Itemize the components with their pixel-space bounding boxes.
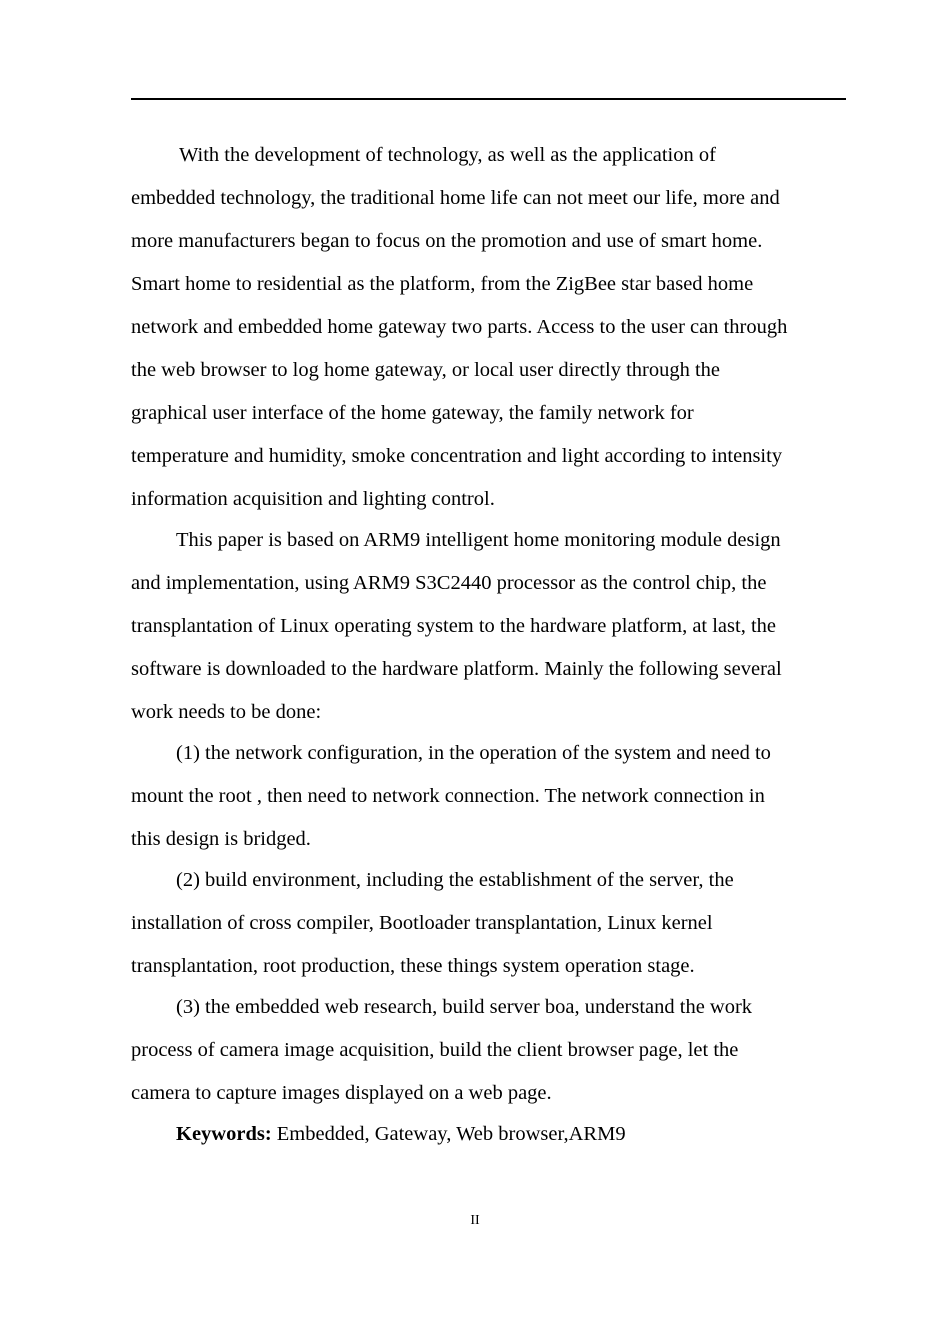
paragraph-line: this design is bridged. bbox=[131, 828, 311, 850]
paragraph-line: installation of cross compiler, Bootloader transplantation, Linux kernel bbox=[131, 912, 713, 934]
keywords-text: Embedded, Gateway, Web browser,ARM9 bbox=[271, 1123, 626, 1145]
paragraph-line: software is downloaded to the hardware platform. Mainly the following several bbox=[131, 658, 782, 680]
paragraph-line: Smart home to residential as the platform, from the ZigBee star based home bbox=[131, 273, 754, 295]
paragraph-line: network and embedded home gateway two parts. Access to the user can through bbox=[131, 316, 788, 338]
paragraph-line: more manufacturers began to focus on the promotion and use of smart home. bbox=[131, 230, 763, 252]
paragraph-line: With the development of technology, as well as the application of bbox=[179, 144, 716, 166]
paragraph-line: camera to capture images displayed on a web page. bbox=[131, 1082, 552, 1104]
abstract-body bbox=[131, 137, 846, 1159]
paragraph-line: graphical user interface of the home gateway, the family network for bbox=[131, 402, 694, 424]
page-number: II bbox=[470, 1213, 480, 1228]
paragraph-line: (1) the network configuration, in the operation of the system and need to bbox=[176, 742, 771, 764]
paragraph-line: (2) build environment, including the establishment of the server, the bbox=[176, 869, 734, 891]
paragraph-line: transplantation of Linux operating system to the hardware platform, at last, the bbox=[131, 615, 776, 637]
keywords-line bbox=[131, 1116, 846, 1159]
paragraph-line: embedded technology, the traditional home life can not meet our life, more and bbox=[131, 187, 780, 209]
paragraph-line: temperature and humidity, smoke concentration and light according to intensity bbox=[131, 445, 783, 467]
paragraph-line: (3) the embedded web research, build server boa, understand the work bbox=[176, 996, 753, 1018]
paragraph-line: mount the root , then need to network connection. The network connection in bbox=[131, 785, 765, 807]
paragraph-line: This paper is based on ARM9 intelligent home monitoring module design bbox=[176, 529, 781, 551]
header-rule bbox=[131, 98, 846, 100]
paragraph-line: work needs to be done: bbox=[131, 701, 322, 723]
paragraph-line: and implementation, using ARM9 S3C2440 processor as the control chip, the bbox=[131, 572, 767, 594]
paragraph-line: the web browser to log home gateway, or local user directly through the bbox=[131, 359, 721, 381]
paragraph-line: process of camera image acquisition, build the client browser page, let the bbox=[131, 1039, 739, 1061]
paragraph-line: transplantation, root production, these things system operation stage. bbox=[131, 955, 695, 977]
paragraph-line: information acquisition and lighting control. bbox=[131, 488, 495, 510]
keywords-label: Keywords: bbox=[176, 1123, 272, 1145]
